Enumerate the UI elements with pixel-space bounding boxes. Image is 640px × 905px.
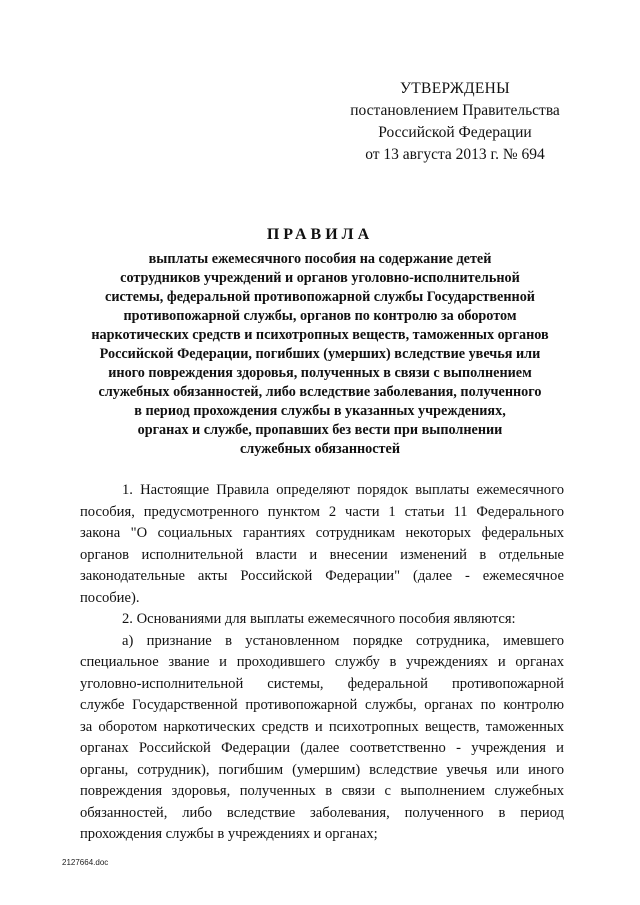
subtitle-line: выплаты ежемесячного пособия на содержание детей [148, 251, 492, 267]
paragraph-line: прохождения службы в учреждениях и органах; [80, 826, 378, 842]
paragraph-3 [80, 631, 564, 846]
paragraph-line: органах Российской Федерации (далее соответственно - учреждения и [80, 740, 564, 756]
paragraph-line: органы, сотрудник), погибшим (умершим) вследствие увечья или иного [80, 761, 564, 778]
paragraph-line: 1. Настоящие Правила определяют порядок выплаты ежемесячного [122, 482, 564, 498]
approval-line-country: Российской Федерации [378, 124, 532, 141]
paragraph-line: 2. Основаниями для выплаты ежемесячного пособия являются: [122, 611, 516, 627]
subtitle-line: служебных обязанностей, либо вследствие заболевания, полученного [98, 384, 542, 400]
subtitle-line: иного повреждения здоровья, полученных в связи с выполнением [108, 365, 532, 381]
paragraph-1 [80, 480, 564, 609]
subtitle-line: наркотических средств и психотропных веществ, таможенных органов [91, 327, 549, 343]
subtitle-line: Российской Федерации, погибших (умерших) вследствие увечья или [99, 346, 541, 362]
paragraph-line: законодательные акты Российской Федерации" (далее - ежемесячное [80, 568, 564, 584]
paragraph-line: пособие). [80, 589, 140, 606]
document-title: ПРАВИЛА [266, 226, 374, 243]
paragraph-line: закона "О социальных гарантиях сотрудникам некоторых федеральных [80, 525, 564, 541]
paragraph-line: повреждения здоровья, полученных в связи с выполнением служебных [80, 783, 564, 799]
subtitle-line: служебных обязанностей [239, 441, 401, 457]
paragraph-line: уголовно-исполнительной системы, федеральной противопожарной [80, 675, 564, 692]
subtitle-line: системы, федеральной противопожарной службы Государственной [105, 289, 535, 305]
paragraph-2 [80, 609, 564, 631]
subtitle-line: органах и службе, пропавших без вести при выполнении [137, 422, 503, 438]
approval-block [330, 78, 580, 166]
document-subtitle [78, 250, 562, 459]
document-body [80, 480, 564, 846]
paragraph-line: а) признание в установленном порядке сотрудника, имевшего [122, 632, 564, 649]
subtitle-line: противопожарной службы, органов по контролю за оборотом [123, 308, 517, 324]
paragraph-line: органов исполнительной власти и внесении изменений в отдельные [80, 546, 564, 563]
paragraph-line: специальное звание и проходившего службу в учреждениях и органах [80, 654, 564, 670]
subtitle-line: сотрудников учреждений и органов уголовно-исполнительной [120, 270, 520, 286]
paragraph-line: обязанностей, либо вследствие заболевания, полученного в период [80, 804, 564, 821]
file-code: 2127664.doc [62, 858, 109, 867]
paragraph-line: службе Государственной противопожарной службы, органах по контролю [80, 697, 564, 713]
approval-heading: УТВЕРЖДЕНЫ [400, 80, 510, 97]
subtitle-line: в период прохождения службы в указанных учреждениях, [134, 403, 506, 419]
approval-line-date: от 13 августа 2013 г. № 694 [365, 146, 545, 163]
approval-line-decree: постановлением Правительства [350, 102, 560, 119]
paragraph-line: за оборотом наркотических средств и психотропных веществ, таможенных [80, 718, 564, 735]
paragraph-line: пособия, предусмотренного пунктом 2 части 1 статьи 11 Федерального [80, 503, 564, 520]
